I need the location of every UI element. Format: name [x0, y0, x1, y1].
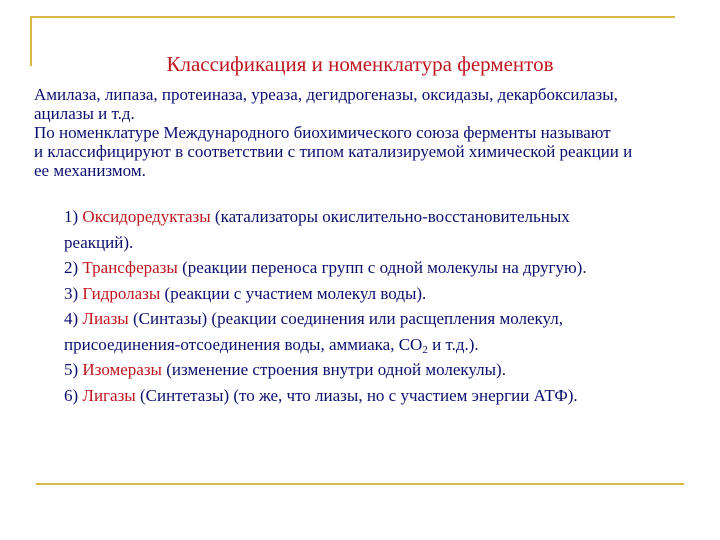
class-description: присоединения-отсоединения воды, аммиака, СО	[64, 334, 423, 354]
class-term: Гидролазы	[82, 283, 161, 303]
intro-line: и классифицируют в соответствии с типом катализируемой химической реакции и	[34, 142, 633, 161]
class-description: (реакции переноса групп с одной молекулы на другую).	[182, 258, 587, 277]
subscript: 2	[422, 343, 428, 356]
frame-bottom-line	[36, 483, 684, 485]
class-term: Трансферазы	[82, 258, 178, 277]
enzyme-class-item	[64, 306, 704, 357]
slide-title: Классификация и номенклатура ферментов	[166, 52, 554, 76]
class-number: 1)	[64, 207, 79, 226]
intro-line: По номенклатуре Международного биохимического союза ферменты называют	[34, 123, 611, 142]
intro-paragraph	[34, 85, 704, 180]
intro-line: ее механизмом.	[34, 161, 146, 180]
class-term: Оксидоредуктазы	[82, 207, 211, 226]
class-number: 3)	[64, 283, 79, 303]
class-term: Изомеразы	[82, 360, 162, 379]
enzyme-class-item	[64, 357, 704, 383]
enzyme-classes-list	[64, 204, 704, 408]
class-description: (изменение строения внутри одной молекулы).	[166, 360, 506, 379]
class-term: Лиазы	[82, 309, 129, 328]
class-description: (Синтетазы) (то же, что лиазы, но с участием энергии АТФ).	[139, 385, 578, 405]
enzyme-class-item	[64, 383, 704, 409]
intro-line: Амилаза, липаза, протеиназа, уреаза, дегидрогеназы, оксидазы, декарбоксилазы,	[34, 85, 618, 104]
enzyme-class-item	[64, 255, 704, 281]
enzyme-class-item	[64, 281, 704, 307]
class-number: 4)	[64, 309, 79, 328]
enzyme-class-item	[64, 204, 704, 255]
class-term: Лигазы	[82, 385, 136, 405]
class-description: реакций).	[64, 232, 134, 252]
class-number: 2)	[64, 258, 79, 277]
frame-top-line	[30, 16, 675, 18]
class-number: 6)	[64, 385, 79, 405]
class-description-tail: и т.д.).	[427, 334, 479, 354]
class-number: 5)	[64, 360, 79, 379]
class-description: (Синтазы) (реакции соединения или расщепления молекул,	[132, 309, 564, 328]
class-description: (катализаторы окислительно-восстановительных	[214, 207, 570, 226]
class-description: (реакции с участием молекул воды).	[164, 283, 427, 303]
intro-line: ацилазы и т.д.	[34, 104, 135, 123]
